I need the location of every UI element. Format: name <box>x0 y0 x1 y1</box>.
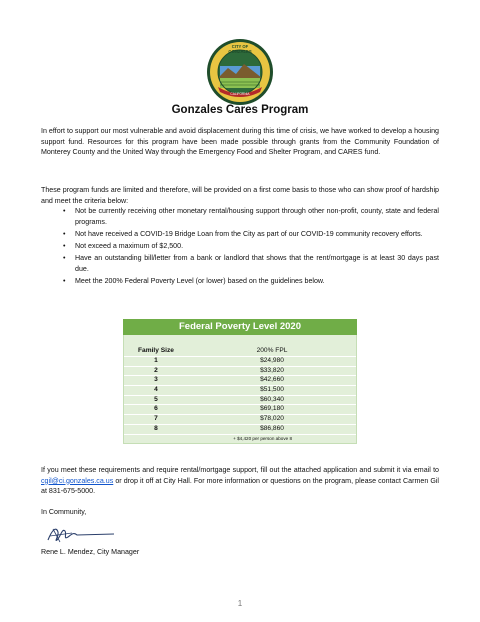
criteria-item <box>41 229 439 240</box>
family-size-cell: 7 <box>154 415 158 423</box>
criteria-item-text: Not have received a COVID-19 Bridge Loan from the City as part of our COVID-19 community recovery efforts. <box>75 229 423 238</box>
family-size-cell: 2 <box>154 366 158 374</box>
signature-image <box>44 522 116 548</box>
contact-text-after: or drop it off at City Hall. For more information or questions on the program, please contact Carmen Gil at 831-675-5000. <box>41 476 439 496</box>
family-size-header: Family Size <box>138 347 174 354</box>
family-size-cell: 3 <box>154 376 158 384</box>
fpl-amount-cell: $78,020 <box>260 415 284 423</box>
seal-bottom-text: GONZALES <box>228 49 252 54</box>
family-size-cell: 1 <box>154 357 158 364</box>
closing-line: In Community, <box>41 508 87 516</box>
bullet-icon: • <box>63 207 66 215</box>
fpl-table-note: + $4,420 per person above 8 <box>124 434 356 443</box>
criteria-item-text: Not exceed a maximum of $2,500. <box>75 241 184 250</box>
criteria-item <box>41 241 439 252</box>
page-number: 1 <box>237 599 243 608</box>
email-link[interactable]: cgil@ci.gonzales.ca.us <box>41 476 114 485</box>
fpl-amount-cell: $69,180 <box>260 405 284 413</box>
table-row <box>124 404 356 414</box>
bullet-icon: • <box>63 229 66 238</box>
family-size-cell: 6 <box>154 405 158 413</box>
criteria-item-text: Meet the 200% Federal Poverty Level (or lower) based on the guidelines below. <box>75 276 325 285</box>
criteria-item <box>41 253 439 274</box>
family-size-cell: 5 <box>154 395 158 403</box>
table-row <box>124 375 356 385</box>
fpl-amount-cell: $24,980 <box>260 357 284 364</box>
fpl-header: 200% FPL <box>256 347 288 354</box>
bullet-icon: • <box>63 241 66 250</box>
fpl-amount-cell: $86,860 <box>260 424 284 432</box>
table-row <box>124 366 356 376</box>
family-size-cell: 4 <box>154 386 158 394</box>
city-seal-logo <box>206 38 274 106</box>
fpl-amount-cell: $33,820 <box>260 366 284 374</box>
bullet-icon: • <box>63 254 66 263</box>
intro-paragraph: In effort to support our most vulnerable and avoid displacement during this time of crisis, we have worked to develop a housing support fund. Resources for this program have been made possible through grants from the Community Foundation of Monterey County and the United Way through the Emergency Food and Shelter Program, and CARES fund. <box>41 127 439 157</box>
table-row <box>124 395 356 405</box>
contact-paragraph <box>41 465 439 497</box>
criteria-item <box>41 276 439 287</box>
signer-name: Rene L. Mendez, City Manager <box>41 548 140 556</box>
seal-band-text: CALIFORNIA <box>230 92 250 96</box>
fpl-table-body <box>123 335 357 444</box>
table-row <box>124 424 356 434</box>
fpl-column-headers <box>124 335 356 356</box>
family-size-cell: 8 <box>154 424 158 432</box>
contact-text-before: If you meet these requirements and require rental/mortgage support, fill out the attached application and submit it via email to <box>41 466 439 474</box>
criteria-list <box>41 206 439 288</box>
table-row <box>124 385 356 395</box>
criteria-intro-paragraph: These program funds are limited and therefore, will be provided on a first come basis to those who can show proof of hardship and meet the criteria below: <box>41 186 439 205</box>
bullet-icon: • <box>63 276 66 285</box>
criteria-item-text: Have an outstanding bill/letter from a bank or landlord that shows that the rent/mortgage is at least 30 days past due. <box>75 254 439 273</box>
criteria-item-text: Not be currently receiving other monetary rental/housing support through other non-profit, county, state and federal programs. <box>75 207 439 226</box>
criteria-item <box>41 206 439 227</box>
fpl-amount-cell: $51,500 <box>260 386 284 394</box>
fpl-amount-cell: $60,340 <box>260 395 284 403</box>
seal-top-text: CITY OF <box>231 44 249 49</box>
fpl-amount-cell: $42,660 <box>260 376 284 384</box>
fpl-table-title: Federal Poverty Level 2020 <box>123 319 357 335</box>
page-title: Gonzales Cares Program <box>171 104 309 116</box>
table-row <box>124 356 356 366</box>
fpl-table <box>123 319 357 444</box>
table-row <box>124 414 356 424</box>
